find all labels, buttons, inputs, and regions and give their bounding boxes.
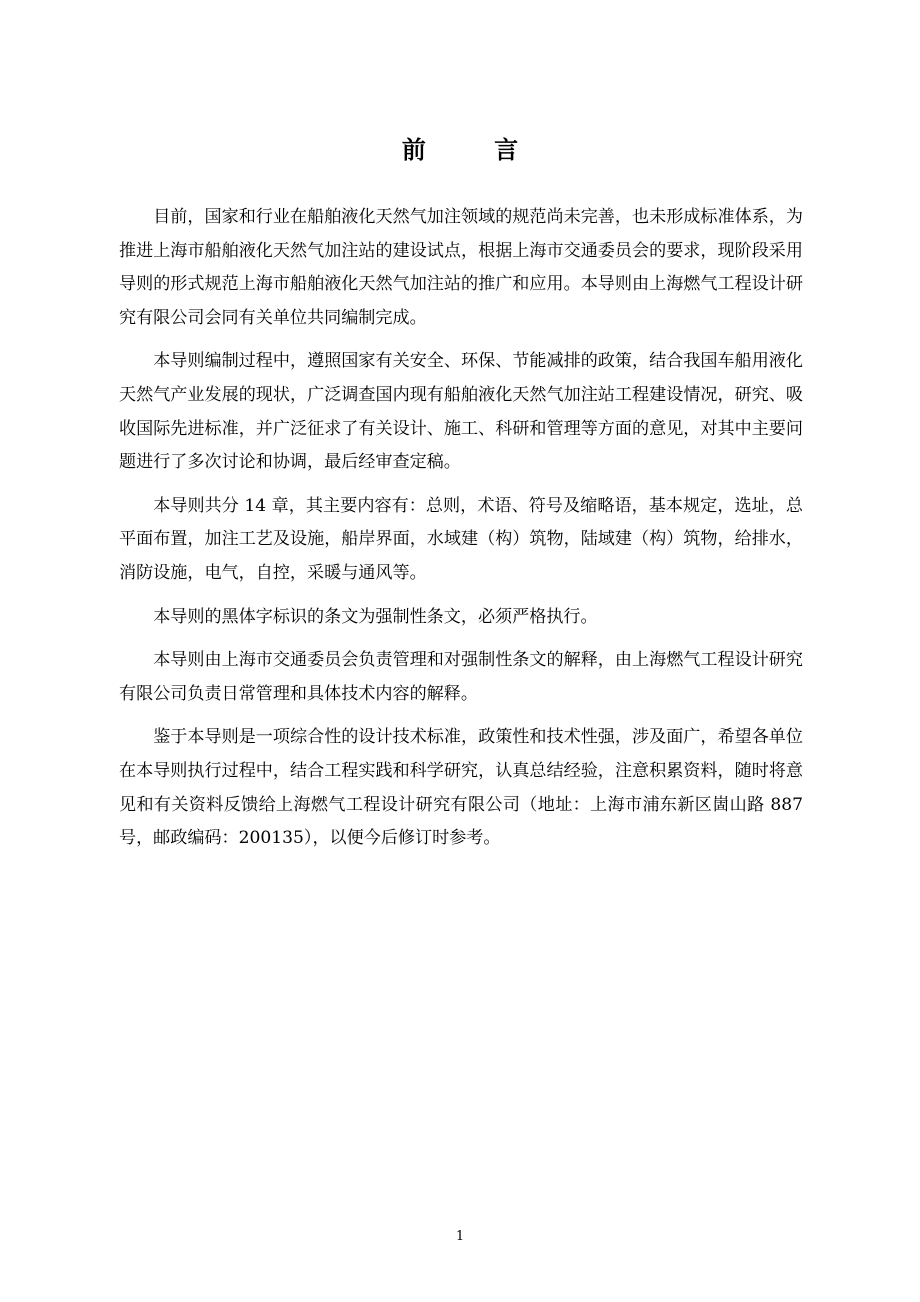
paragraph-5: 本导则由上海市交通委员会负责管理和对强制性条文的解释，由上海燃气工程设计研究有限公司负责日常管理和具体技术内容的解释。 [119, 650, 803, 704]
page-title: 前 言 [401, 135, 549, 164]
paragraph-2: 本导则编制过程中，遵照国家有关安全、环保、节能减排的政策，结合我国车船用液化天然气产业发展的现状，广泛调查国内现有船舶液化天然气加注站工程建设情况，研究、吸收国际先进标准，并广泛征求了有关设计、施工、科研和管理等方面的意见，对其中主要问题进行了多次讨论和协调，最后经审查定稿。 [119, 351, 803, 473]
paragraph-3: 本导则共分 14 章，其主要内容有：总则，术语、符号及缩略语，基本规定，选址，总平面布置，加注工艺及设施，船岸界面，水域建（构）筑物，陆域建（构）筑物，给排水，消防设施，电气，自控，采暖与通风等。 [119, 495, 803, 583]
paragraph-6: 鉴于本导则是一项综合性的设计技术标准，政策性和技术性强，涉及面广，希望各单位在本导则执行过程中，结合工程实践和科学研究，认真总结经验，注意积累资料，随时将意见和有关资料反馈给上海燃气工程设计研究有限公司（地址：上海市浦东新区崮山路 887 号，邮政编码：200135），以便今后修订时参考。 [119, 727, 803, 849]
preface-body [119, 201, 803, 856]
paragraph-4: 本导则的黑体字标识的条文为强制性条文，必须严格执行。 [153, 606, 598, 627]
page-number: 1 [455, 1229, 465, 1244]
paragraph-1: 目前，国家和行业在船舶液化天然气加注领域的规范尚未完善，也未形成标准体系，为推进上海市船舶液化天然气加注站的建设试点，根据上海市交通委员会的要求，现阶段采用导则的形式规范上海市船舶液化天然气加注站的推广和应用。本导则由上海燃气工程设计研究有限公司会同有关单位共同编制完成。 [119, 207, 803, 328]
